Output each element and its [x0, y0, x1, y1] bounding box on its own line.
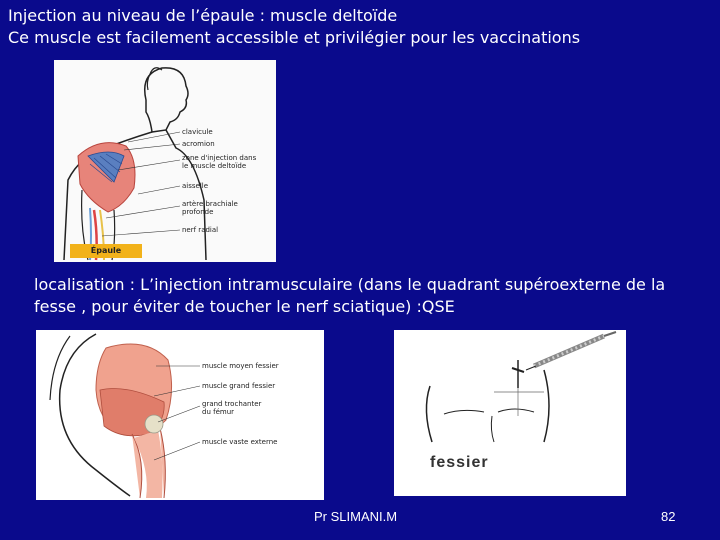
label-zone-injection: zone d'injection dans le muscle deltoïde: [182, 154, 257, 170]
footer-page-number: 82: [661, 509, 676, 524]
label-moyen-fessier: muscle moyen fessier: [202, 362, 279, 370]
label-clavicule: clavicule: [182, 128, 213, 136]
label-artere: artère brachiale profonde: [182, 200, 238, 216]
injection-drawing: [394, 330, 626, 496]
epaule-tag: Épaule: [70, 244, 142, 258]
label-vaste-externe: muscle vaste externe: [202, 438, 278, 446]
label-grand-trochanter: grand trochanter du fémur: [202, 400, 262, 416]
fessier-label: fessier: [430, 454, 489, 471]
label-nerf-radial: nerf radial: [182, 226, 219, 234]
buttock-illustration: [36, 330, 324, 500]
label-acromion: acromion: [182, 140, 215, 148]
label-grand-fessier: muscle grand fessier: [202, 382, 276, 390]
title-line-2: Ce muscle est facilement accessible et privilégier pour les vaccinations: [8, 28, 581, 47]
title-line-1: Injection au niveau de l’épaule : muscle deltoïde: [8, 6, 398, 25]
label-aisselle: aisselle: [182, 182, 209, 190]
buttock-drawing: [36, 330, 324, 500]
body-text: localisation : L’injection intramusculaire (dans le quadrant supéroexterne de la fesse , pour éviter de toucher le nerf sciatique) :QSE: [34, 275, 666, 316]
shoulder-illustration: [54, 60, 276, 262]
footer-author: Pr SLIMANI.M: [314, 509, 398, 524]
injection-illustration: [394, 330, 626, 496]
